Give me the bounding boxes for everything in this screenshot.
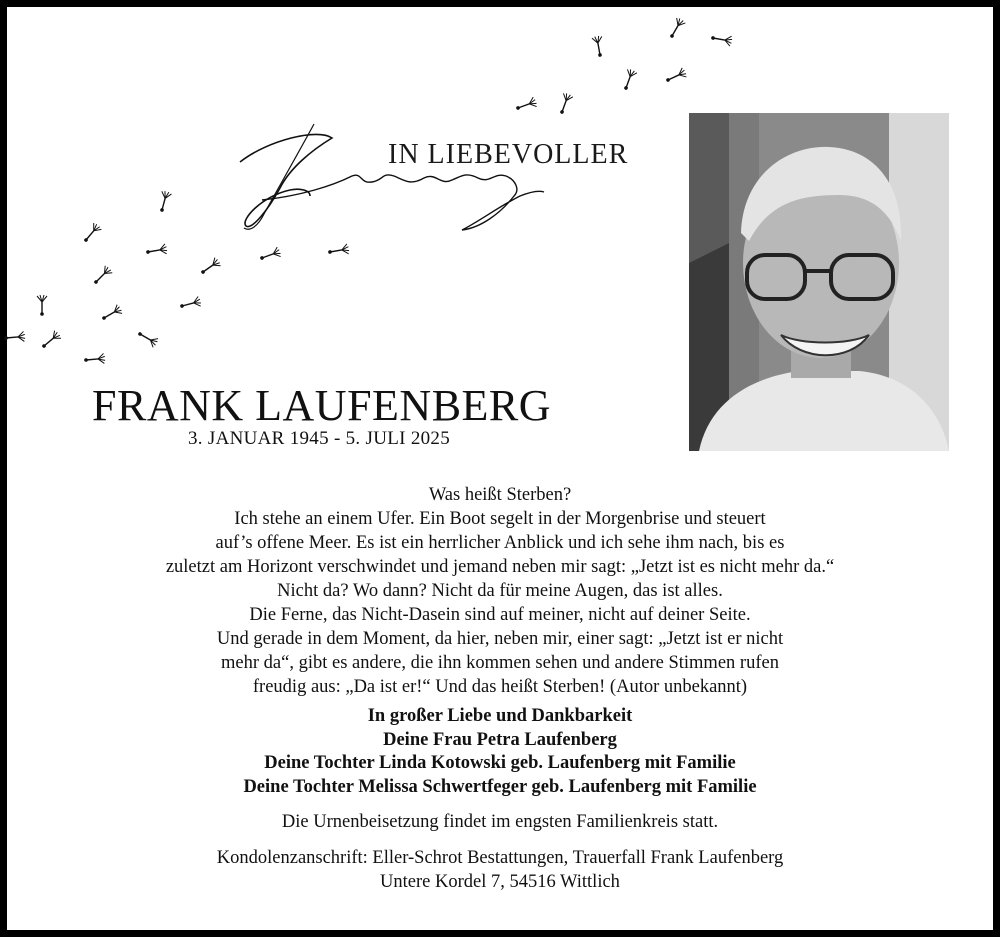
poem-line: Und gerade in dem Moment, da hier, neben mir, einer sagt: „Jetzt ist er nicht [216, 629, 784, 649]
condolence-address [40, 846, 960, 894]
deceased-name: FRANK LAUFENBERG [92, 381, 552, 430]
family-mourners [40, 705, 960, 799]
seeds [4, 17, 733, 365]
poem [40, 483, 960, 699]
poem-line: Die Ferne, das Nicht-Dasein sind auf meiner, nicht auf deiner Seite. [249, 605, 751, 625]
life-dates: 3. JANUAR 1945 - 5. JULI 2025 [188, 428, 451, 449]
family-line: Deine Tochter Melissa Schwertfeger geb. Laufenberg mit Familie [243, 776, 757, 797]
portrait-photo [689, 113, 949, 451]
poem-line: auf’s offene Meer. Es ist ein herrlicher Anblick und ich sehe ihm nach, bis es [215, 533, 785, 553]
family-line: In großer Liebe und Dankbarkeit [367, 706, 633, 726]
heading-in-liebevoller: IN LIEBEVOLLER [388, 139, 629, 170]
family-line: Deine Tochter Linda Kotowski geb. Laufenberg mit Familie [264, 753, 736, 773]
poem-line: zuletzt am Horizont verschwindet und jemand neben mir sagt: „Jetzt ist es nicht mehr da.“ [165, 557, 835, 577]
poem-line: Was heißt Sterben? [428, 485, 572, 505]
family-line: Deine Frau Petra Laufenberg [383, 729, 617, 750]
poem-line: Ich stehe an einem Ufer. Ein Boot segelt in der Morgenbrise und steuert [234, 509, 766, 529]
condolence-line: Untere Kordel 7, 54516 Wittlich [380, 872, 620, 892]
condolence-line: Kondolenzanschrift: Eller-Schrot Bestattungen, Trauerfall Frank Laufenberg [216, 848, 784, 868]
portrait-photo-icon [689, 113, 949, 451]
burial-note: Die Urnenbeisetzung findet im engsten Familienkreis statt. [281, 812, 719, 832]
poem-line: Nicht da? Wo dann? Nicht da für meine Augen, das ist alles. [277, 581, 723, 601]
poem-line: mehr da“, gibt es andere, die ihn kommen sehen und andere Stimmen rufen [221, 653, 779, 673]
poem-line: freudig aus: „Da ist er!“ Und das heißt Sterben! (Autor unbekannt) [252, 677, 748, 697]
